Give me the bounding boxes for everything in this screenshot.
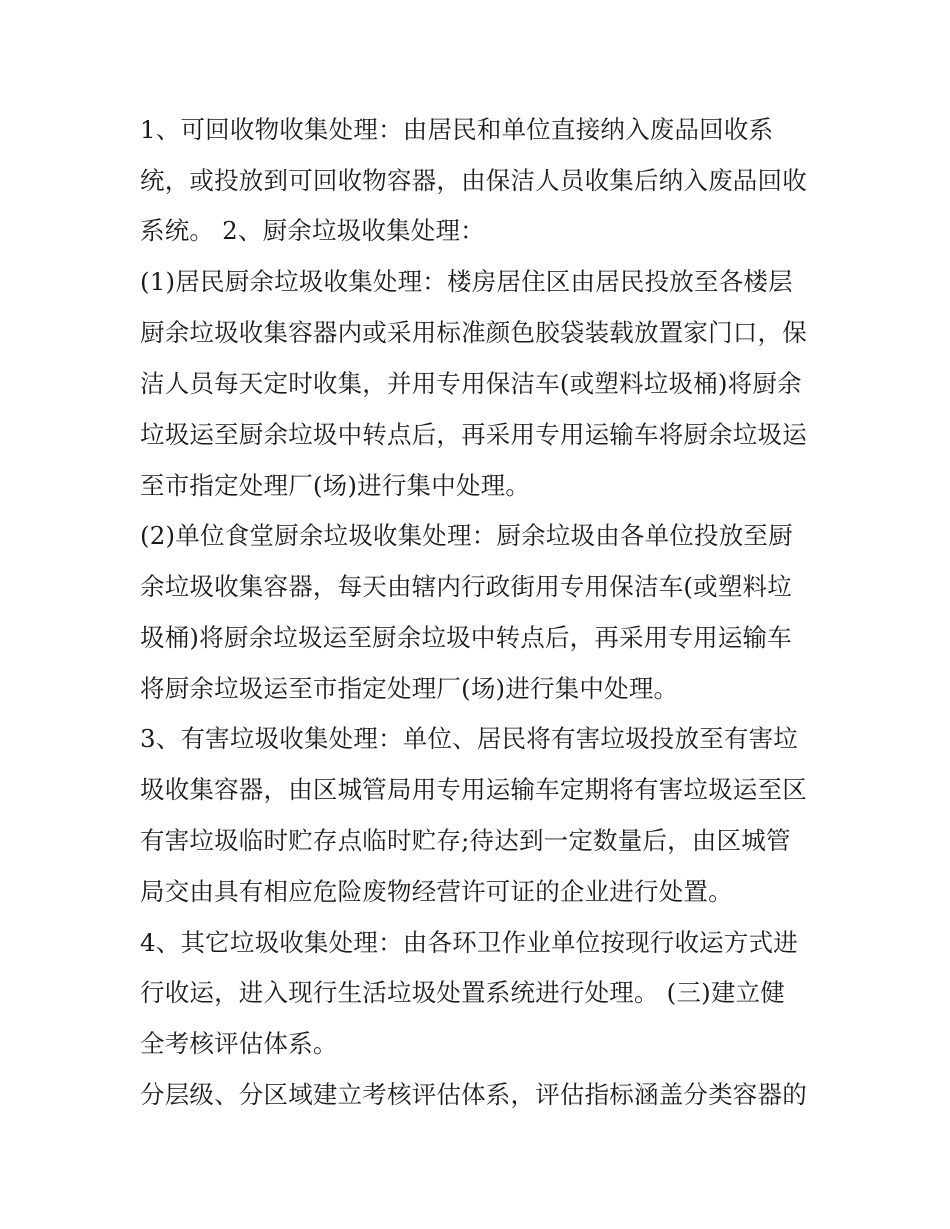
paragraph-line: 圾桶)将厨余垃圾运至厨余垃圾中转点后，再采用专用运输车 [140, 623, 792, 652]
paragraph-line: 圾收集容器，由区城管局用专用运输车定期将有害垃圾运至区 [140, 775, 807, 804]
paragraph-line: 3、有害垃圾收集处理：单位、居民将有害垃圾投放至有害垃 [140, 724, 798, 753]
paragraph-line: 余垃圾收集容器，每天由辖内行政街用专用保洁车(或塑料垃 [140, 572, 792, 601]
paragraph-line: 将厨余垃圾运至市指定处理厂(场)进行集中处理。 [140, 674, 679, 703]
paragraph-line: 系统。 2、厨余垃圾收集处理： [140, 216, 485, 245]
paragraph-line: (2)单位食堂厨余垃圾收集处理：厨余垃圾由各单位投放至厨 [140, 521, 793, 550]
paragraph-line: 全考核评估体系。 [140, 1029, 338, 1058]
paragraph-line: 行收运，进入现行生活垃圾处置系统进行处理。 (三)建立健 [140, 978, 786, 1007]
paragraph-line: 有害垃圾临时贮存点临时贮存;待达到一定数量后，由区城管 [140, 826, 791, 855]
paragraph-line: 局交由具有相应危险废物经营许可证的企业进行处置。 [140, 877, 733, 906]
paragraph-line: 分层级、分区域建立考核评估体系，评估指标涵盖分类容器的 [140, 1080, 807, 1109]
paragraph-line: 统，或投放到可回收物容器，由保洁人员收集后纳入废品回收 [140, 166, 807, 195]
paragraph-line: 厨余垃圾收集容器内或采用标准颜色胶袋装载放置家门口，保 [140, 318, 807, 347]
paragraph-line: 1、可回收物收集处理：由居民和单位直接纳入废品回收系 [140, 115, 774, 144]
paragraph-line: 至市指定处理厂(场)进行集中处理。 [140, 471, 531, 500]
paragraph-line: (1)居民厨余垃圾收集处理：楼房居住区由居民投放至各楼层 [140, 267, 793, 296]
paragraph-line: 洁人员每天定时收集，并用专用保洁车(或塑料垃圾桶)将厨余 [140, 369, 802, 398]
paragraph-line: 垃圾运至厨余垃圾中转点后，再采用专用运输车将厨余垃圾运 [140, 420, 807, 449]
paragraph-line: 4、其它垃圾收集处理：由各环卫作业单位按现行收运方式进 [140, 928, 798, 957]
